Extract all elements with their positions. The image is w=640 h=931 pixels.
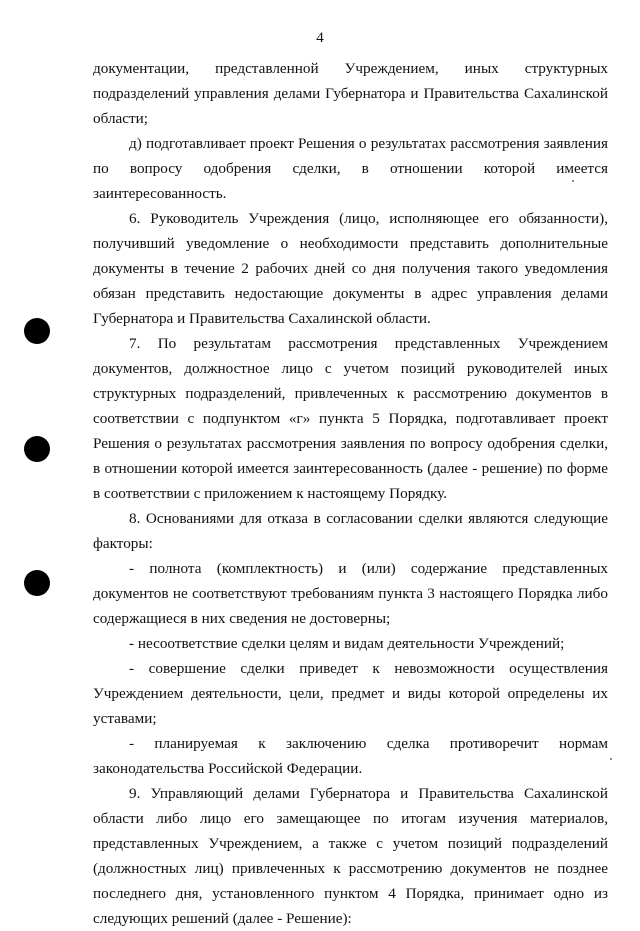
document-body <box>93 56 608 931</box>
paragraph-item-8-c: - совершение сделки приведет к невозможности осуществления Учреждением деятельности, цели, предмет и виды которой определены их уставами; <box>93 660 608 727</box>
paragraph-item-6: 6. Руководитель Учреждения (лицо, исполняющее его обязанности), получивший уведомление о необходимости представить дополнительные документы в течение 2 рабочих дней со дня получения такого уведомления обязан представить недостающие документы в адрес управления делами Губернатора и Правительства Сахалинской области. <box>93 210 608 327</box>
punch-hole <box>24 318 50 344</box>
scan-speck <box>610 758 612 760</box>
paragraph-continuation: документации, представленной Учреждением, иных структурных подразделений управления делами Губернатора и Правительства Сахалинской области; <box>93 60 608 127</box>
paragraph-item-9: 9. Управляющий делами Губернатора и Правительства Сахалинской области либо лицо его замещающее по итогам изучения материалов, представленных Учреждением, а также с учетом позиций подразделений (должностных лиц) привлеченных к рассмотрению документов не позднее последнего дня, установленного пунктом 4 Порядка, принимает одно из следующих решений (далее - Решение): <box>93 785 608 927</box>
paragraph-item-8-a: - полнота (комплектность) и (или) содержание представленных документов не соответствуют требованиям пункта 3 настоящего Порядка либо содержащиеся в них сведения не достоверны; <box>93 560 608 627</box>
paragraph-item-8: 8. Основаниями для отказа в согласовании сделки являются следующие факторы: <box>93 510 608 552</box>
paragraph-item-8-d: - планируемая к заключению сделка противоречит нормам законодательства Российской Федерации. <box>93 735 608 777</box>
paragraph-item-8-b: - несоответствие сделки целям и видам деятельности Учреждений; <box>129 635 565 652</box>
paragraph-item-7: 7. По результатам рассмотрения представленных Учреждением документов, должностное лицо с учетом позиций руководителей иных структурных подразделений, привлеченных к рассмотрению документов в соответствии с подпунктом «г» пункта 5 Порядка, подготавливает проект Решения о результатах рассмотрения заявления по вопросу одобрения сделки, в отношении которой имеется заинтересованность (далее - решение) по форме в соответствии с приложением к настоящему Порядку. <box>93 335 608 502</box>
page-number: 4 <box>316 30 324 46</box>
punch-hole <box>24 570 50 596</box>
punch-hole <box>24 436 50 462</box>
paragraph-item-d: д) подготавливает проект Решения о результатах рассмотрения заявления по вопросу одобрения сделки, в отношении которой имеется заинтересованность. <box>93 135 608 202</box>
